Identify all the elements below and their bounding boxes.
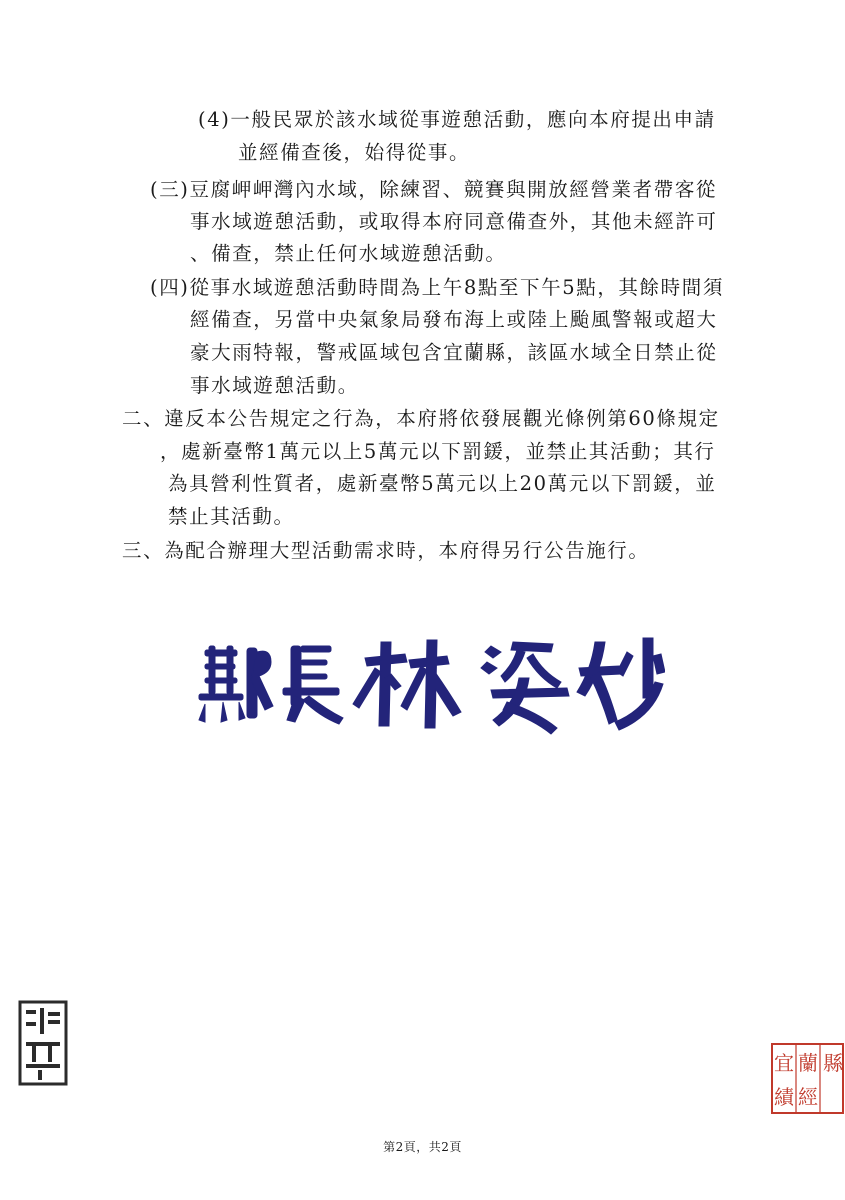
text-line-11: ，處新臺幣1萬元以上5萬元以下罰鍰，並禁止其活動；其行	[160, 440, 716, 463]
signature-char-zi	[481, 642, 569, 734]
signature-char-xian	[199, 646, 273, 722]
signature-char-lin	[353, 640, 461, 728]
text-line-5: 、備查，禁止任何水域遊憩活動。	[190, 242, 507, 265]
text-line-7: 經備查，另當中央氣象局發布海上或陸上颱風警報或超大	[190, 308, 718, 331]
svg-text:宜: 宜	[774, 1051, 794, 1075]
signature-stamp	[195, 632, 665, 737]
text-line-14: 三、為配合辦理大型活動需求時，本府得另行公告施行。	[122, 539, 650, 562]
page-number: 第2頁，共2頁	[383, 1140, 462, 1154]
text-line-12: 為具營利性質者，處新臺幣5萬元以上20萬元以下罰鍰，並	[168, 472, 717, 495]
svg-text:經: 經	[798, 1085, 818, 1109]
text-line-6: (四)從事水域遊憩活動時間為上午8點至下午5點，其餘時間須	[150, 276, 724, 299]
text-line-4: 事水域遊憩活動，或取得本府同意備查外，其他未經許可	[190, 210, 718, 233]
text-line-13: 禁止其活動。	[168, 505, 295, 528]
partial-seal-left	[18, 998, 70, 1088]
signature-char-zhang	[283, 646, 343, 724]
text-line-3: (三)豆腐岬岬灣內水域，除練習、競賽與開放經營業者帶客從	[150, 178, 718, 201]
text-line-2: 並經備查後，始得從事。	[238, 141, 471, 164]
signature-char-miao	[577, 638, 665, 730]
svg-text:績: 績	[774, 1085, 794, 1109]
svg-text:縣: 縣	[823, 1051, 843, 1075]
signature-image	[195, 632, 665, 737]
text-line-9: 事水域遊憩活動。	[190, 374, 359, 397]
text-line-8: 豪大雨特報，警戒區域包含宜蘭縣，該區水域全日禁止從	[190, 341, 718, 364]
official-seal-right	[770, 1042, 845, 1115]
text-line-1: (4)一般民眾於該水域從事遊憩活動，應向本府提出申請	[198, 108, 716, 131]
svg-text:蘭: 蘭	[798, 1051, 818, 1075]
text-line-10: 二、違反本公告規定之行為，本府將依發展觀光條例第60條規定	[122, 407, 720, 430]
